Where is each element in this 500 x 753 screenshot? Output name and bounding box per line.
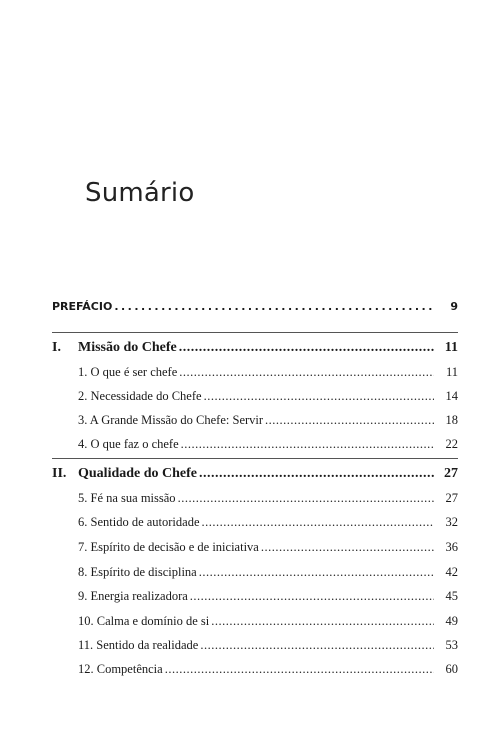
dot-leader: [204, 389, 434, 404]
toc-part-label: Qualidade do Chefe: [78, 466, 198, 481]
toc-part-numeral: II.: [52, 466, 67, 481]
toc-entry-label: 12. Competência: [78, 662, 163, 676]
toc-part-page: 27: [444, 466, 458, 481]
toc-part-row[interactable]: [52, 340, 458, 356]
dot-leader: [261, 540, 434, 555]
section-divider: [52, 458, 458, 459]
toc-entry-page: 14: [445, 389, 458, 403]
toc-entry-label: 3. A Grande Missão do Chefe: Servir: [78, 413, 264, 427]
toc-entry-row[interactable]: [52, 389, 458, 404]
dot-leader: [178, 491, 434, 506]
toc-entry-row[interactable]: [52, 413, 458, 428]
toc-preface-row[interactable]: [52, 300, 458, 313]
toc-entry-page: 32: [445, 515, 458, 529]
toc-entry-row[interactable]: [52, 662, 458, 677]
toc-preface-page: 9: [450, 300, 458, 313]
dot-leader: [265, 413, 434, 428]
dot-leader: [165, 662, 434, 677]
toc-entry-page: 27: [445, 491, 458, 505]
toc-entry-label: 1. O que é ser chefe: [78, 365, 178, 379]
toc-entry-row[interactable]: [52, 515, 458, 530]
toc-entry-page: 22: [445, 437, 458, 451]
dot-leader: [202, 515, 435, 530]
toc-part-row[interactable]: [52, 466, 458, 482]
dot-leader: [211, 614, 434, 629]
toc-entry-label: 10. Calma e domínio de si: [78, 614, 210, 628]
toc-entry-row[interactable]: [52, 437, 458, 452]
dot-leader: [199, 565, 434, 580]
toc-entry-page: 36: [445, 540, 458, 554]
toc-entry-label: 2. Necessidade do Chefe: [78, 389, 202, 403]
toc-preface-label: PREFÁCIO: [52, 300, 113, 313]
toc-part-page: 11: [444, 340, 458, 355]
toc-entry-label: 11. Sentido da realidade: [78, 638, 199, 652]
toc-entry-label: 8. Espírito de disciplina: [78, 565, 197, 579]
toc-entry-row[interactable]: [52, 565, 458, 580]
toc-entry-row[interactable]: [52, 638, 458, 653]
toc-entry-label: 4. O que faz o chefe: [78, 437, 179, 451]
toc-entry-page: 60: [445, 662, 458, 676]
toc-part-label: Missão do Chefe: [78, 340, 177, 355]
dot-leader: [179, 340, 434, 356]
toc-entry-row[interactable]: [52, 365, 458, 380]
toc-part-numeral: I.: [52, 340, 61, 355]
dot-leader: [199, 466, 434, 482]
toc-entry-label: 7. Espírito de decisão e de iniciativa: [78, 540, 259, 554]
toc-entry-label: 9. Energia realizadora: [78, 589, 188, 603]
toc-entry-row[interactable]: [52, 589, 458, 604]
toc-entry-page: 18: [445, 413, 458, 427]
toc-entry-label: 6. Sentido de autoridade: [78, 515, 200, 529]
toc-entry-row[interactable]: [52, 614, 458, 629]
toc-entry-page: 49: [445, 614, 458, 628]
dot-leader: [200, 638, 434, 653]
toc-entry-label: 5. Fé na sua missão: [78, 491, 176, 505]
toc-entry-page: 53: [445, 638, 458, 652]
toc-entry-row[interactable]: [52, 491, 458, 506]
dot-leader: [181, 437, 434, 452]
toc-entry-page: 11: [445, 365, 458, 379]
page-title: Sumário: [85, 178, 195, 208]
toc-entry-page: 45: [445, 589, 458, 603]
dot-leader: [190, 589, 434, 604]
toc-entry-row[interactable]: [52, 540, 458, 555]
section-divider: [52, 332, 458, 333]
dot-leader: [114, 300, 434, 313]
toc-entry-page: 42: [445, 565, 458, 579]
dot-leader: [179, 365, 434, 380]
